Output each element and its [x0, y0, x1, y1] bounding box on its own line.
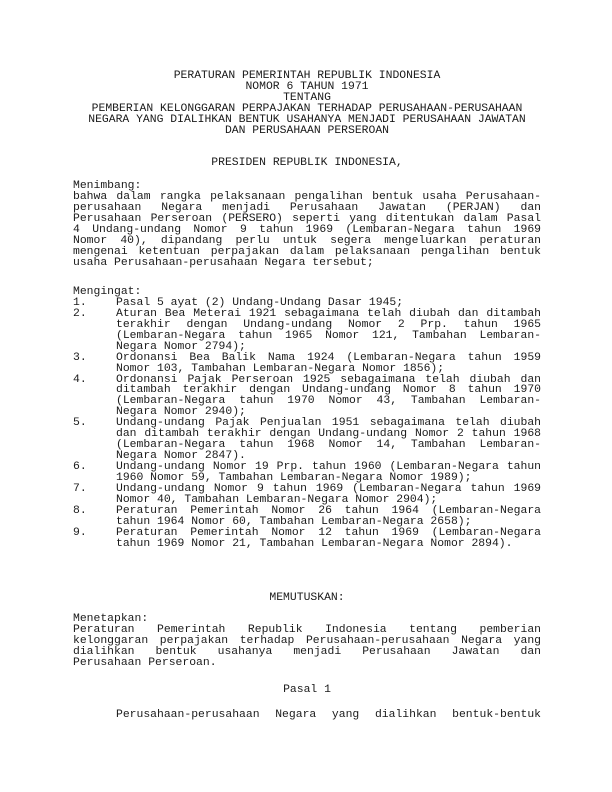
list-item-line: Negara Nomor 2847).	[116, 450, 246, 463]
list-item-line: Undang-undang Pajak Penjualan 1951 sebagaimana telah diubah	[116, 417, 541, 430]
list-item-line: Negara Nomor 2794);	[116, 340, 246, 353]
menimbang-line: Nomor 40), dipandang perlu untuk segera mengeluarkan peraturan	[73, 234, 541, 247]
menetapkan-label: Menetapkan:	[73, 613, 149, 625]
list-item-number: 7.	[73, 482, 87, 495]
list-item-line: Nomor 103, Tambahan Lembaran-Negara Nomor 1856);	[116, 362, 445, 375]
list-item	[73, 375, 541, 419]
pasal-1-heading: Pasal 1	[283, 684, 331, 696]
list-item-number: 8.	[73, 504, 87, 517]
list-item-number: 2.	[73, 307, 87, 320]
list-item-line: Nomor 40, Tambahan Lembaran-Negara Nomor 2904);	[116, 493, 438, 506]
pasal-1-line: Perusahaan-perusahaan Negara yang dialihkan bentuk-bentuk	[116, 708, 541, 721]
list-item-line: Ordonansi Bea Balik Nama 1924 (Lembaran-Negara tahun 1959	[116, 351, 541, 364]
list-item-line: Peraturan Pemerintah Nomor 26 tahun 1964 (Lembaran-Negara	[116, 504, 541, 517]
menimbang-line: Perusahaan Perseroan (PERSERO) seperti yang ditentukan dalam Pasal	[73, 212, 541, 225]
list-item-line: Ordonansi Pajak Perseroan 1925 sebagaimana telah diubah dan	[116, 373, 541, 386]
header-line: PEMBERIAN KELONGGARAN PERPAJAKAN TERHADAP PERUSAHAAN-PERUSAHAAN	[91, 102, 523, 115]
list-item-line: (Lembaran-Negara tahun 1965 Nomor 121, Tambahan Lembaran-	[116, 329, 541, 342]
menimbang-line: mengenai ketentuan perpajakan dalam pelaksanaan pengalihan bentuk	[73, 245, 541, 258]
list-item-line: Pasal 5 ayat (2) Undang-Undang Dasar 1945;	[116, 296, 404, 309]
menimbang-line: usaha Perusahaan-perusahaan Negara tersebut;	[73, 256, 374, 269]
list-item	[73, 353, 541, 375]
list-item-number: 3.	[73, 351, 87, 364]
list-item-number: 6.	[73, 461, 87, 473]
list-item-line: Negara Nomor 2940);	[116, 406, 246, 419]
list-item-line: terakhir dengan Undang-undang Nomor 2 Prp. tahun 1965	[116, 318, 541, 331]
list-item-line: tahun 1964 Nomor 60, Tambahan Lembaran-Negara 2658);	[116, 515, 472, 528]
list-item	[73, 506, 541, 528]
header-line: TENTANG	[283, 91, 331, 104]
menimbang-line: 4 Undang-undang Nomor 9 tahun 1969 (Lembaran-Negara tahun 1969	[73, 223, 541, 236]
president-heading: PRESIDEN REPUBLIK INDONESIA,	[211, 157, 403, 169]
header-line: PERATURAN PEMERINTAH REPUBLIK INDONESIA	[173, 70, 441, 82]
menetapkan-line: Peraturan Pemerintah Republik Indonesia tentang pemberian	[73, 623, 541, 636]
document-header	[73, 71, 541, 137]
mengingat-section	[73, 287, 541, 550]
list-item-line: Undang-undang Nomor 19 Prp. tahun 1960 (Lembaran-Negara tahun	[116, 461, 541, 473]
list-item-line: tahun 1969 Nomor 21, Tambahan Lembaran-Negara Nomor 2894).	[116, 537, 513, 550]
list-item-line: Undang-undang Nomor 9 tahun 1969 (Lembaran-Negara tahun 1969	[116, 482, 541, 495]
header-line: DAN PERUSAHAAN PERSEROAN	[224, 124, 390, 137]
memutuskan-line	[73, 593, 541, 604]
list-item-number: 9.	[73, 526, 87, 539]
menimbang-line: bahwa dalam rangka pelaksanaan pengalihan bentuk usaha Perusahaan-	[73, 190, 541, 203]
header-line: NEGARA YANG DIALIHKAN BENTUK USAHANYA MENJADI PERUSAHAAN JAWATAN	[88, 113, 526, 126]
list-item-number: 5.	[73, 417, 87, 430]
list-item-number: 4.	[73, 373, 87, 386]
list-item-line: ditambah terakhir dengan Undang-undang Nomor 8 tahun 1970	[116, 384, 541, 397]
header-line: NOMOR 6 TAHUN 1971	[245, 80, 369, 93]
memutuskan-heading: MEMUTUSKAN:	[269, 592, 345, 604]
list-item	[73, 462, 541, 484]
list-item-line: (Lembaran-Negara tahun 1968 Nomor 14, Tambahan Lembaran-	[116, 439, 541, 452]
list-item-number: 1.	[73, 296, 87, 309]
pasal-1-section	[73, 685, 541, 721]
menetapkan-line: dialihkan bentuk usahanya menjadi Perusahaan Jawatan dan	[73, 645, 541, 658]
list-item-line: Peraturan Pemerintah Nomor 12 tahun 1969 (Lembaran-Negara	[116, 526, 541, 539]
list-item	[73, 528, 541, 550]
mengingat-label: Mengingat:	[73, 286, 142, 298]
list-item	[73, 309, 541, 353]
menetapkan-section	[73, 614, 541, 669]
menetapkan-line: kelonggaran perpajakan terhadap Perusahaan-perusahaan Negara yang	[73, 634, 541, 647]
list-item-line: dan ditambah terakhir dengan Undang-undang Nomor 2 tahun 1968	[116, 428, 541, 441]
menimbang-line: perusahaan Negara menjadi Perusahaan Jawatan (PERJAN) dan	[73, 201, 541, 214]
list-item	[73, 418, 541, 462]
list-item-line: (Lembaran-Negara tahun 1970 Nomor 43, Tambahan Lembaran-	[116, 395, 541, 408]
menimbang-label: Menimbang:	[73, 180, 142, 192]
menimbang-section	[73, 181, 541, 269]
list-item-line: 1960 Nomor 59, Tambahan Lembaran-Negara Nomor 1989);	[116, 471, 472, 484]
list-item-line: Aturan Bea Meterai 1921 sebagaimana telah diubah dan ditambah	[116, 307, 541, 320]
list-item	[73, 484, 541, 506]
president-line	[73, 158, 541, 169]
menetapkan-line: Perusahaan Perseroan.	[73, 656, 217, 669]
